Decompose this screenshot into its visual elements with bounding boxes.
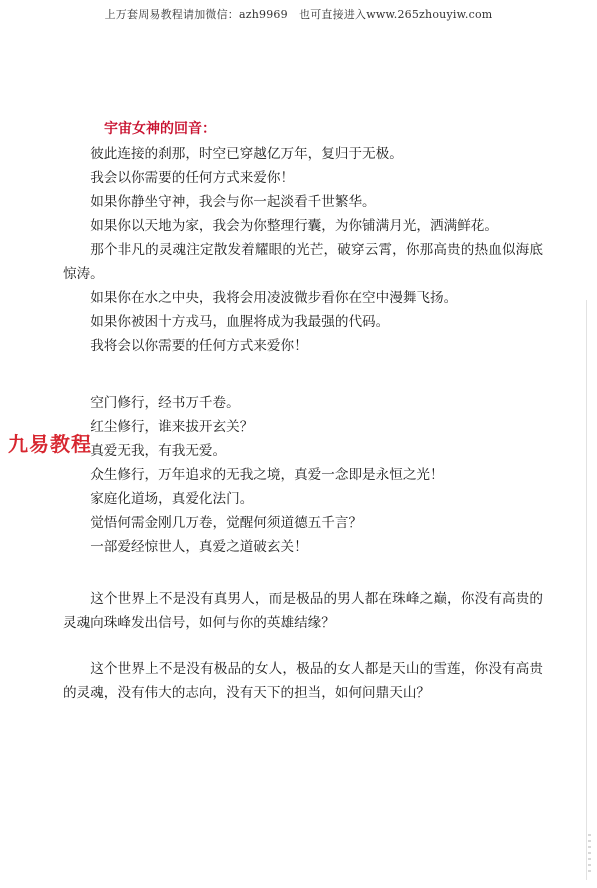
page-edge-line (586, 300, 587, 880)
page-header: 上万套周易教程请加微信：azh9969 也可直接进入www.265zhouyiw.com (104, 8, 493, 21)
paragraph: 如果你被困十方戎马，血腥将成为我最强的代码。 (90, 314, 390, 330)
paragraph: 我将会以你需要的任何方式来爱你！ (90, 338, 308, 354)
spacer (63, 635, 543, 657)
spacer (63, 559, 543, 587)
verse-line: 红尘修行，谁来拔开玄关？ (90, 419, 254, 435)
paragraph: 我会以你需要的任何方式来爱你！ (90, 170, 295, 186)
verse-line: 一部爱经惊世人，真爱之道破玄关！ (90, 539, 308, 555)
paragraph: 这个世界上不是没有极品的女人，极品的女人都是天山的雪莲，你没有高贵的灵魂，没有伟大的志向，没有天下的担当，如何问鼎天山？ (63, 661, 543, 701)
section-title: 宇宙女神的回音： (104, 121, 216, 137)
page-body (63, 117, 543, 705)
verse-line: 真爱无我，有我无爱。 (90, 443, 227, 459)
verse-line: 家庭化道场，真爱化法门。 (90, 491, 254, 507)
scan-marks (588, 834, 591, 874)
verse-line: 空门修行，经书万千卷。 (90, 395, 240, 411)
spacer (63, 358, 543, 391)
paragraph: 如果你在水之中央，我将会用凌波微步看你在空中漫舞飞扬。 (90, 290, 458, 306)
paragraph: 如果你以天地为家，我会为你整理行囊，为你铺满月光，洒满鲜花。 (90, 218, 498, 234)
paragraph: 那个非凡的灵魂注定散发着耀眼的光芒，破穿云霄，你那高贵的热血似海底惊涛。 (63, 242, 543, 282)
paragraph: 彼此连接的刹那，时空已穿越亿万年，复归于无极。 (90, 146, 403, 162)
paragraph: 这个世界上不是没有真男人，而是极品的男人都在珠峰之巅，你没有高贵的灵魂向珠峰发出信号，如何与你的英雄结缘？ (63, 591, 543, 631)
verse-line: 觉悟何需金刚几万卷，觉醒何须道德五千言？ (90, 515, 363, 531)
paragraph: 如果你静坐守神，我会与你一起淡看千世繁华。 (90, 194, 376, 210)
verse-line: 众生修行，万年追求的无我之境，真爱一念即是永恒之光！ (90, 467, 444, 483)
watermark: 九易教程 (8, 432, 92, 456)
